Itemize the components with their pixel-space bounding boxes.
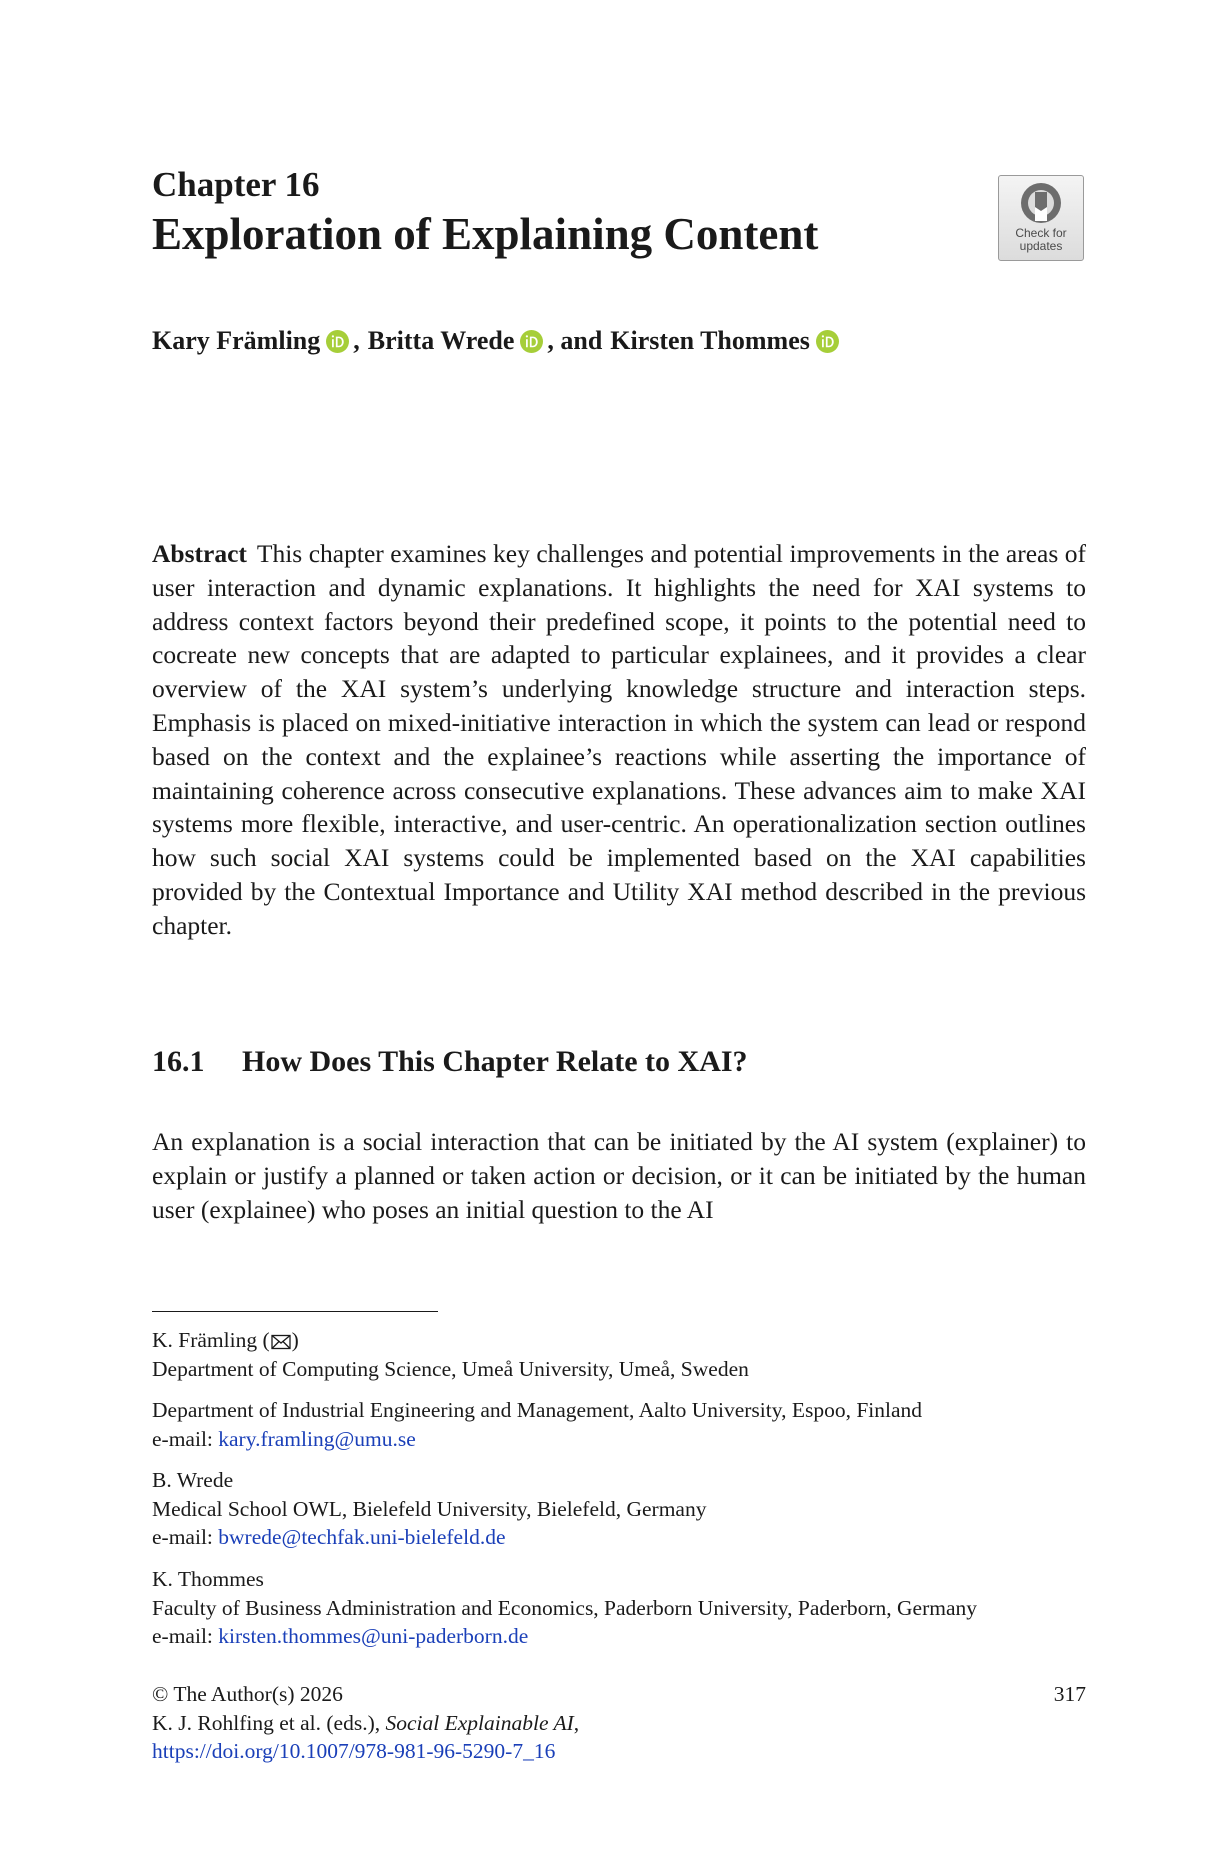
affiliation-dept: Department of Computing Science, Umeå University, Umeå, Sweden: [152, 1356, 749, 1381]
section-heading: [152, 1045, 748, 1079]
orcid-icon[interactable]: [520, 330, 543, 353]
author-separator: , and: [547, 326, 603, 355]
body-paragraph: An explanation is a social interaction that can be initiated by the AI system (explainer) to explain or justify a planned or taken action or decision, or it can be initiated by the human user (explainee) who poses an initial question to the AI: [152, 1127, 1086, 1224]
chapter-title: Exploration of Explaining Content: [152, 209, 819, 259]
affiliation-dept: Faculty of Business Administration and Economics, Paderborn University, Paderborn, Germany: [152, 1595, 978, 1620]
envelope-icon[interactable]: [271, 1334, 291, 1350]
book-title: Social Explainable AI: [385, 1710, 574, 1735]
email-link[interactable]: kary.framling@umu.se: [218, 1426, 416, 1451]
affiliation-name: B. Wrede: [152, 1468, 234, 1492]
chapter-label: Chapter 16: [152, 165, 320, 204]
email-link[interactable]: kirsten.thommes@uni-paderborn.de: [218, 1624, 529, 1648]
publication-info: © The Author(s) 2026 K. J. Rohlfing et al. (eds.), Social Explainable AI, https://doi.org/10.1007/978-981-96-5290-7_16: [152, 1680, 579, 1766]
affiliation-dept: Department of Industrial Engineering and Management, Aalto University, Espoo, Finland: [152, 1398, 923, 1422]
affiliation-wrede: B. Wrede Medical School OWL, Bielefeld University, Bielefeld, Germany e-mail: bwrede@techfak.uni-bielefeld.de: [152, 1468, 707, 1549]
abstract-text: This chapter examines key challenges and potential improvements in the areas of user interaction and dynamic explanations. It highlights the need for XAI systems to address context factors beyond their predefined scope, it points to the potential need to cocreate new concepts that are adapted to particular explainees, and it provides a clear overview of the XAI system’s underlying knowledge structure and interaction steps. Emphasis is placed on mixed-initiative interaction in which the system can lead or respond based on the context and the explainee’s reactions while asserting the importance of maintaining coherence across consecutive explanations. These advances aim to make XAI systems more flexible, interactive, and user-centric. An operationalization section outlines how such social XAI systems could be implemented based on the XAI capabilities provided by the Contextual Importance and Utility XAI method described in the previous chapter.: [152, 539, 1086, 940]
affiliation-name: K. Thommes: [152, 1567, 264, 1591]
author-name: Kary Främling: [152, 326, 321, 355]
abstract-label: Abstract: [152, 539, 247, 568]
orcid-icon[interactable]: [326, 330, 349, 353]
crossmark-icon: [1019, 181, 1063, 225]
author-separator: ,: [353, 326, 360, 355]
doi-link[interactable]: https://doi.org/10.1007/978-981-96-5290-7_16: [152, 1739, 556, 1763]
orcid-icon[interactable]: [816, 330, 839, 353]
affiliation-dept: Medical School OWL, Bielefeld University, Bielefeld, Germany: [152, 1496, 707, 1521]
page-number: 317: [1053, 1682, 1086, 1706]
author-list: [152, 326, 843, 356]
email-link[interactable]: bwrede@techfak.uni-bielefeld.de: [218, 1525, 506, 1549]
section-title: How Does This Chapter Relate to XAI?: [242, 1045, 748, 1078]
copyright: © The Author(s) 2026: [152, 1682, 343, 1706]
author-name: Britta Wrede: [367, 326, 515, 355]
check-for-updates-badge[interactable]: [998, 175, 1084, 261]
footnote-divider: [152, 1311, 438, 1312]
affiliation-framling: K. Främling ( ) Department of Computing Science, Umeå University, Umeå, Sweden Department of Industrial Engineering and Management, Aalto University, Espoo, Finland e-mail: kary.framling@umu.se: [152, 1328, 923, 1451]
section-number: 16.1: [152, 1045, 205, 1078]
badge-text: Check for updates: [1015, 226, 1067, 253]
abstract: [152, 537, 1086, 943]
affiliation-thommes: K. Thommes Faculty of Business Administration and Economics, Paderborn University, Paderborn, Germany e-mail: kirsten.thommes@uni-paderborn.de: [152, 1567, 978, 1648]
author-name: Kirsten Thommes: [610, 326, 810, 355]
